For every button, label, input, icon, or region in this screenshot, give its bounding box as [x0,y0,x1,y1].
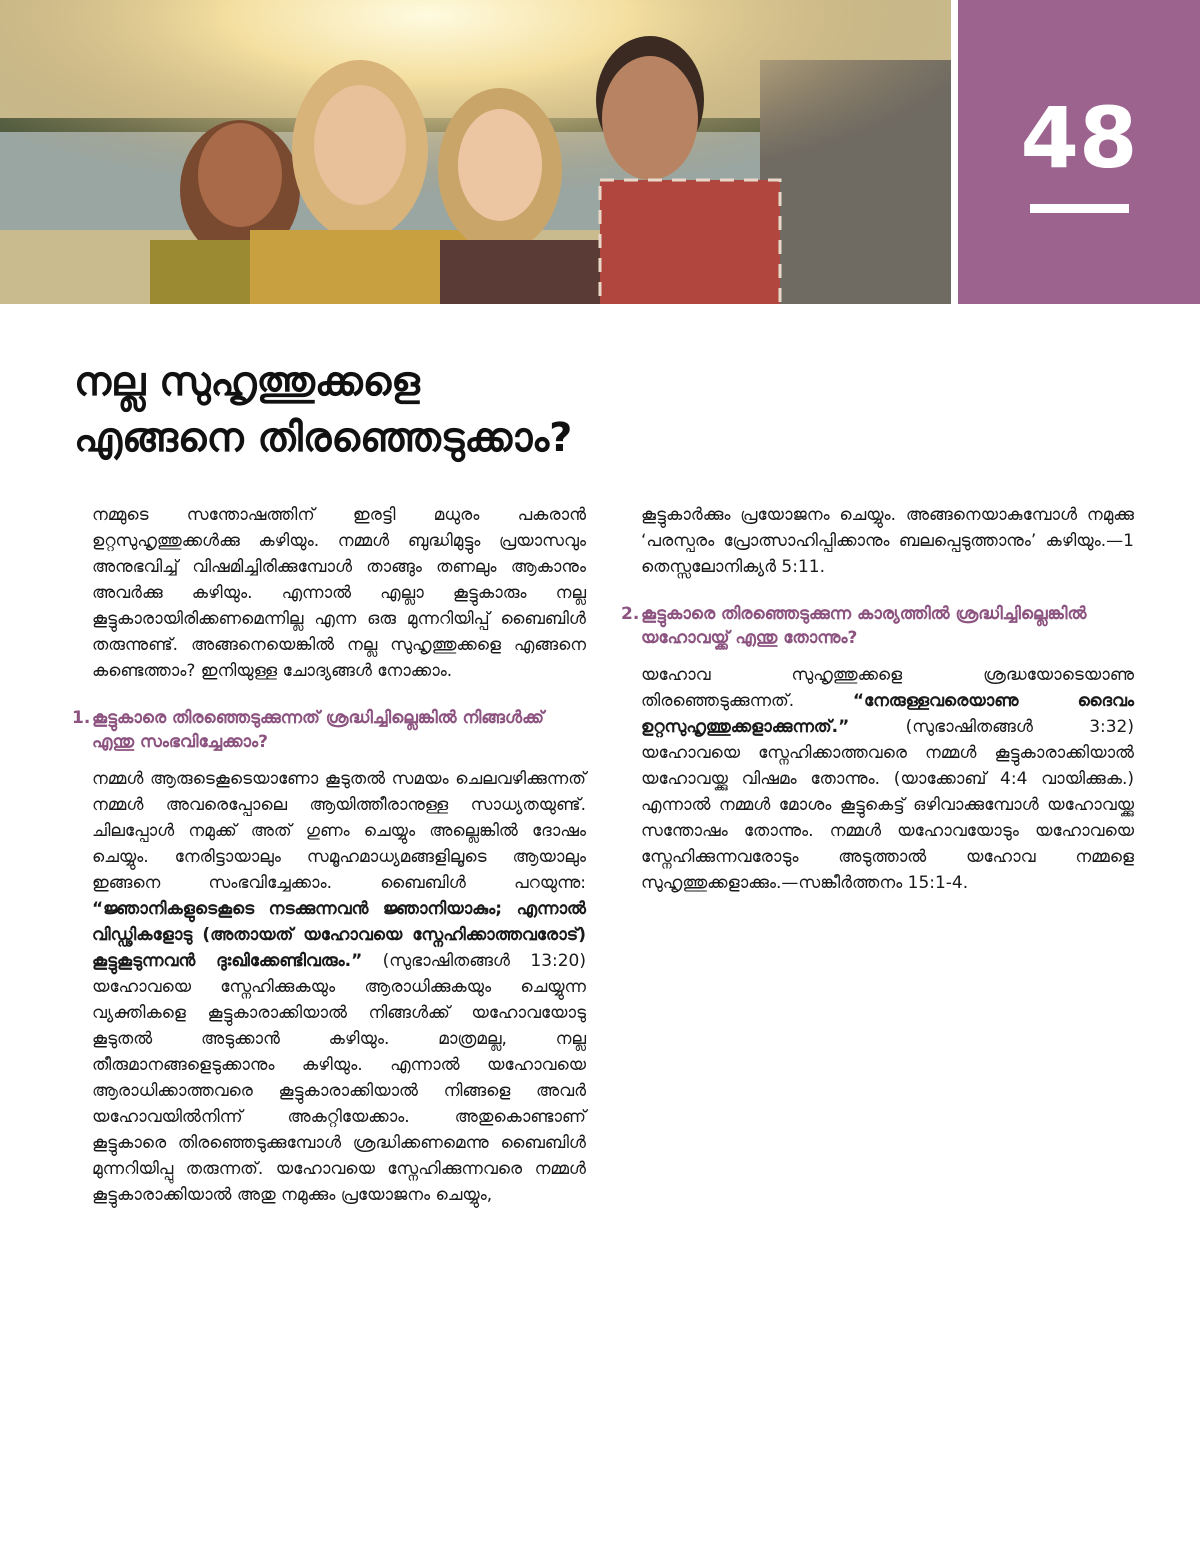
answer-2-text-before: യഹോവ സുഹൃത്തുക്കളെ ശ്രദ്ധയോടെയാണു തിരഞ്ഞെടുക്കുന്നത്. [641,665,1134,711]
hero-photo-illustration [0,0,951,304]
question-2-text: കൂട്ടുകാരെ തിരഞ്ഞെടുക്കുന്ന കാര്യത്തിൽ ശ്രദ്ധിച്ചില്ലെങ്കിൽ യഹോവയ്ക്ക് എന്തു തോന്നും? [641,604,1087,648]
intro-paragraph: നമ്മുടെ സന്തോഷത്തിന് ഇരട്ടി മധുരം പകരാൻ ഉറ്റസുഹൃത്തുക്കൾക്കു കഴിയും. നമ്മൾ ബുദ്ധിമുട്ടും പ്രയാസവും അനുഭവിച്ച് വിഷമിച്ചിരിക്കുമ്പോൾ താങ്ങും തണലും ആകാനും അവർക്കു കഴിയും. എന്നാൽ എല്ലാ കൂട്ടുകാരും നല്ല കൂട്ടുകാരായിരിക്കണമെന്നില്ല എന്ന ഒരു മുന്നറിയിപ്പ് ബൈബിൾ തരുന്നുണ്ട്. അങ്ങനെയെങ്കിൽ നല്ല സുഹൃത്തുക്കളെ എങ്ങനെ കണ്ടെത്താം? ഇനിയുള്ള ചോദ്യങ്ങൾ നോക്കാം. [92,505,586,681]
lesson-number: 48 [1020,89,1138,187]
question-1 [72,706,586,754]
title-line-1: നല്ല സുഹൃത്തുക്കളെ [74,359,420,405]
page-title [74,354,974,466]
lesson-number-underline [1030,204,1129,213]
answer-2-text-after: (സുഭാഷിതങ്ങൾ 3:32) യഹോവയെ സ്നേഹിക്കാത്തവരെ നമ്മൾ കൂട്ടുകാരാക്കിയാൽ യഹോവയ്ക്കു വിഷമം തോന്നും. (യാക്കോബ് 4:4 വായിക്കുക.) എന്നാൽ നമ്മൾ മോശം കൂട്ടുകെട്ട് ഒഴിവാക്കുമ്പോൾ യഹോവയ്ക്കു സന്തോഷം തോന്നും. നമ്മൾ യഹോവയോടും യഹോവയെ സ്നേഹിക്കുന്നവരോടും അടുത്താൽ യഹോവ നമ്മളെ സുഹൃത്തുക്കളാക്കും.—സങ്കീർത്തനം 15:1-4. [641,717,1135,893]
question-1-text: കൂട്ടുകാരെ തിരഞ്ഞെടുക്കുന്നത് ശ്രദ്ധിച്ചില്ലെങ്കിൽ നിങ്ങൾക്ക് എന്തു സംഭവിച്ചേക്കാം? [92,708,544,752]
hero-photo [0,0,951,304]
question-2 [621,602,1134,650]
left-column [72,502,587,1222]
answer-2-paragraph [641,662,1134,896]
title-line-2: എങ്ങനെ തിരഞ്ഞെടുക്കാം? [74,415,573,461]
right-column [621,502,1135,910]
answer-1-continued: കൂട്ടുകാർക്കും പ്രയോജനം ചെയ്യും. അങ്ങനെയാകുമ്പോൾ നമുക്കു ‘പരസ്പരം പ്രോത്സാഹിപ്പിക്കാനും ബലപ്പെടുത്താനും’ കഴിയും.—1 തെസ്സലോനിക്യർ 5:11. [641,505,1134,577]
question-2-number: 2. [621,604,640,624]
answer-2-quote: “നേരുള്ളവരെയാണു ദൈവം ഉറ്റസുഹൃത്തുക്കളാക്കുന്നത്.” [641,691,1134,737]
answer-1-quote: “ജ്ഞാനികളുടെകൂടെ നടക്കുന്നവൻ ജ്ഞാനിയാകും; എന്നാൽ വിഡ്ഢികളോടു (അതായത് യഹോവയെ സ്നേഹിക്കാത്തവരോട്) കൂട്ടുകൂടുന്നവൻ ദുഃഖിക്കേണ്ടിവരും.” [92,899,586,971]
answer-1-paragraph [92,766,586,1208]
answer-1-text-after: (സുഭാഷിതങ്ങൾ 13:20) യഹോവയെ സ്നേഹിക്കുകയും ആരാധിക്കുകയും ചെയ്യുന്ന വ്യക്തികളെ കൂട്ടുകാരാക്കിയാൽ നിങ്ങൾക്ക് യഹോവയോടു കൂടുതൽ അടുക്കാൻ കഴിയും. മാത്രമല്ല, നല്ല തീരുമാനങ്ങളെടുക്കാനും കഴിയും. എന്നാൽ യഹോവയെ ആരാധിക്കാത്തവരെ കൂട്ടുകാരാക്കിയാൽ നിങ്ങളെ അവർ യഹോവയിൽനിന്ന് അകറ്റിയേക്കാം. അതുകൊണ്ടാണ് കൂട്ടുകാരെ തിരഞ്ഞെടുക്കുമ്പോൾ ശ്രദ്ധിക്കണമെന്നു ബൈബിൾ മുന്നറിയിപ്പു തരുന്നത്. യഹോവയെ സ്നേഹിക്കുന്നവരെ നമ്മൾ കൂട്ടുകാരാക്കിയാൽ അതു നമുക്കും പ്രയോജനം ചെയ്യും, [92,951,586,1205]
question-1-number: 1. [72,708,91,728]
answer-1-text-before: നമ്മൾ ആരുടെകൂടെയാണോ കൂടുതൽ സമയം ചെലവഴിക്കുന്നത് നമ്മൾ അവരെപ്പോലെ ആയിത്തീരാനുള്ള സാധ്യതയുണ്ട്. ചിലപ്പോൾ നമുക്ക് അത് ഗുണം ചെയ്യും അല്ലെങ്കിൽ ദോഷം ചെയ്യും. നേരിട്ടായാലും സമൂഹമാധ്യമങ്ങളിലൂടെ ആയാലും ഇങ്ങനെ സംഭവിച്ചേക്കാം. ബൈബിൾ പറയുന്നു: [92,769,587,893]
lesson-badge [958,0,1200,304]
